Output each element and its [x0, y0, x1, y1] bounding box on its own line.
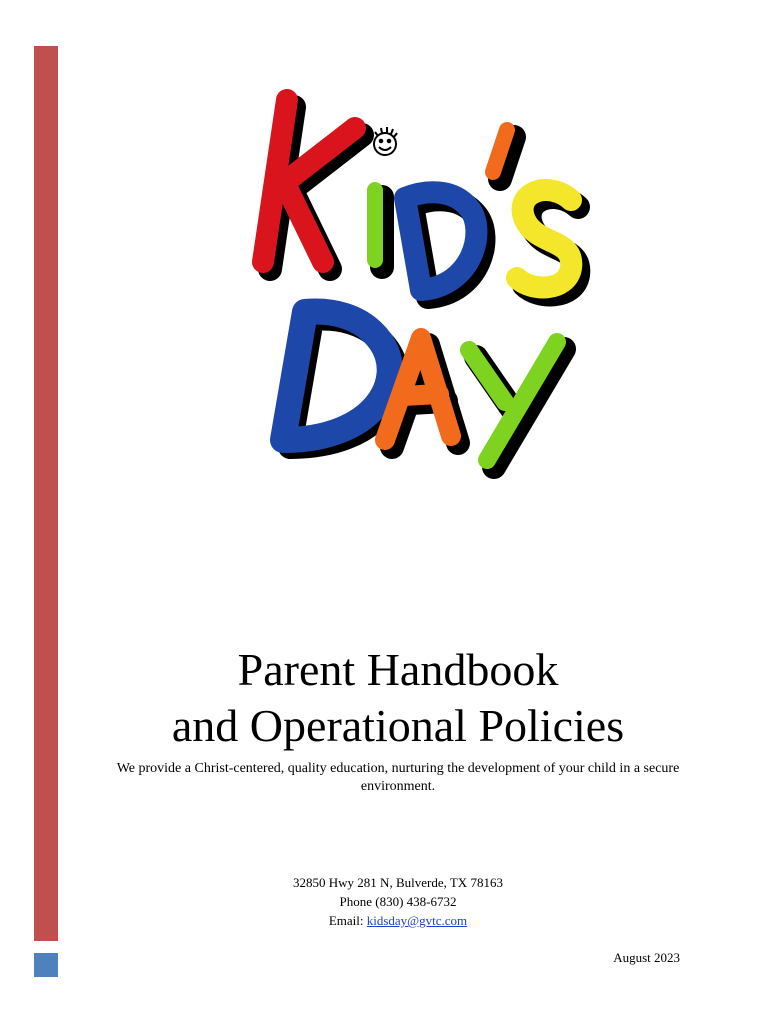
- title-line-1: Parent Handbook: [237, 644, 559, 695]
- publication-date: August 2023: [613, 950, 680, 965]
- decorative-side-bar: [34, 46, 58, 941]
- contact-block: [200, 873, 596, 930]
- address-line: 32850 Hwy 281 N, Bulverde, TX 78163: [293, 875, 503, 890]
- title-line-2: and Operational Policies: [171, 700, 625, 751]
- page-title: [60, 642, 736, 754]
- phone-line: Phone (830) 438-6732: [339, 894, 457, 909]
- tagline: We provide a Christ-centered, quality education, nurturing the development of your child in a secure environment.: [116, 761, 680, 794]
- smiley-face-icon: [374, 127, 397, 155]
- email-link[interactable]: kidsday@gvtc.com: [366, 913, 468, 928]
- kids-day-logo: [225, 80, 625, 490]
- decorative-side-square: [34, 953, 58, 977]
- email-line: [200, 911, 596, 930]
- email-label: Email:: [328, 913, 367, 928]
